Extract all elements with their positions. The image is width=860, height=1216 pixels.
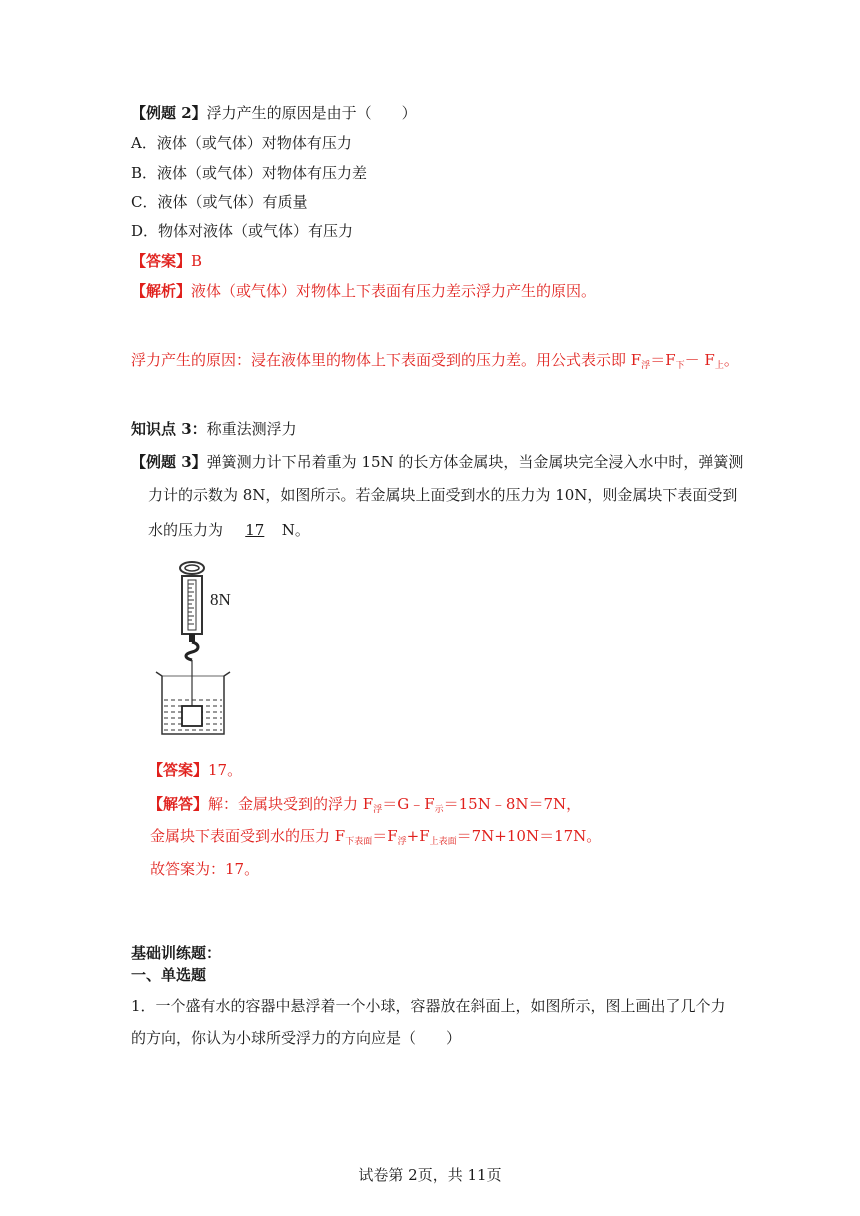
- example3-line1-text: 弹簧测力计下吊着重为 15N 的长方体金属块，当金属块完全浸入水中时，弹簧测: [206, 453, 744, 471]
- spring-balance-body: [182, 576, 202, 634]
- spring-ring: [180, 562, 204, 574]
- example3-line2: 力计的示数为 8N，如图所示。若金属块上面受到水的压力为 10N，则金属块下表面受到: [148, 486, 738, 504]
- example3-solution-line3: 故答案为：17。: [150, 860, 260, 878]
- example2-answer-tag: 【答案】: [131, 252, 192, 270]
- sol2-b: ＝F: [372, 827, 398, 845]
- example2-option-a: A．液体（或气体）对物体有压力: [131, 134, 352, 152]
- sol1-sub-show: 示: [434, 805, 444, 815]
- sol1-sub-float: 浮: [373, 805, 383, 815]
- example3-line3: [148, 520, 310, 540]
- question1-line1: 1．一个盛有水的容器中悬浮着一个小球，容器放在斜面上，如图所示，图上画出了几个力: [131, 997, 726, 1015]
- example3-solution-tag: 【解答】: [148, 795, 209, 813]
- buoyancy-cause-note: [131, 350, 739, 376]
- example3-answer: 17。: [208, 761, 243, 779]
- knowledge3-title: 知识点 3：: [131, 420, 207, 438]
- spring-reading-label: 8N: [210, 590, 231, 609]
- note-mid2: － F: [684, 351, 715, 369]
- example3-answer-blank: 17: [245, 521, 265, 539]
- example3-answer-line: [148, 760, 242, 780]
- training-heading: 基础训练题：: [131, 944, 222, 962]
- sol1-a: 解：金属块受到的浮力 F: [208, 795, 374, 813]
- page-footer: 试卷第 2页，共 11页: [358, 1166, 502, 1184]
- example2-tag: 【例题 2】: [131, 104, 207, 122]
- question1-line2: 的方向，你认为小球所受浮力的方向应是（ ）: [131, 1029, 462, 1047]
- sol2-a: 金属块下表面受到水的压力 F: [150, 827, 346, 845]
- sol1-c: ＝15N﹣8N＝7N，: [443, 795, 582, 813]
- section-single-choice: 一、单选题: [131, 966, 207, 984]
- example2-option-c: C．液体（或气体）有质量: [131, 193, 308, 211]
- note-prefix: 浮力产生的原因：浸在液体里的物体上下表面受到的压力差。用公式表示即 F: [131, 351, 642, 369]
- note-sub-up: 上: [714, 361, 724, 371]
- example2-answer-line: [131, 251, 202, 271]
- example3-solution-line1: [148, 794, 581, 820]
- spring-balance-figure: [152, 560, 262, 740]
- example3-solution-line2: [150, 826, 601, 852]
- note-end: 。: [723, 351, 739, 369]
- scale-ticks: [188, 584, 194, 624]
- example3-tag: 【例题 3】: [131, 453, 207, 471]
- example2-option-d: D．物体对液体（或气体）有压力: [131, 222, 354, 240]
- note-sub-float: 浮: [641, 361, 651, 371]
- spring-rod: [189, 634, 195, 642]
- example2-answer: B: [191, 252, 203, 270]
- example3-answer-tag: 【答案】: [148, 761, 209, 779]
- sol2-sub-top: 上表面: [429, 837, 457, 847]
- example2-analysis-line: [131, 281, 596, 301]
- example2-option-b: B．液体（或气体）对物体有压力差: [131, 164, 368, 182]
- note-sub-down: 下: [675, 361, 685, 371]
- sol2-sub-float: 浮: [397, 837, 407, 847]
- spring-hook: [186, 642, 198, 660]
- example3-line3-prefix: 水的压力为: [148, 521, 228, 539]
- knowledge3-text: 称重法测浮力: [206, 420, 297, 438]
- example2-question: 浮力产生的原因是由于（ ）: [206, 104, 417, 122]
- example3-line3-suffix: N。: [281, 521, 310, 539]
- note-mid1: ＝F: [650, 351, 676, 369]
- sol2-c: +F: [406, 827, 430, 845]
- example2-analysis-tag: 【解析】: [131, 282, 192, 300]
- sol2-d: ＝7N+10N＝17N。: [456, 827, 602, 845]
- spring-ring-inner: [185, 565, 199, 571]
- example3-line1: [131, 452, 743, 472]
- sol1-b: ＝G﹣F: [382, 795, 435, 813]
- sol2-sub-bottom: 下表面: [345, 837, 373, 847]
- knowledge-point-3: [131, 419, 297, 439]
- metal-block: [182, 706, 202, 726]
- example2-question-line: [131, 103, 417, 123]
- example2-analysis: 液体（或气体）对物体上下表面有压力差示浮力产生的原因。: [191, 282, 597, 300]
